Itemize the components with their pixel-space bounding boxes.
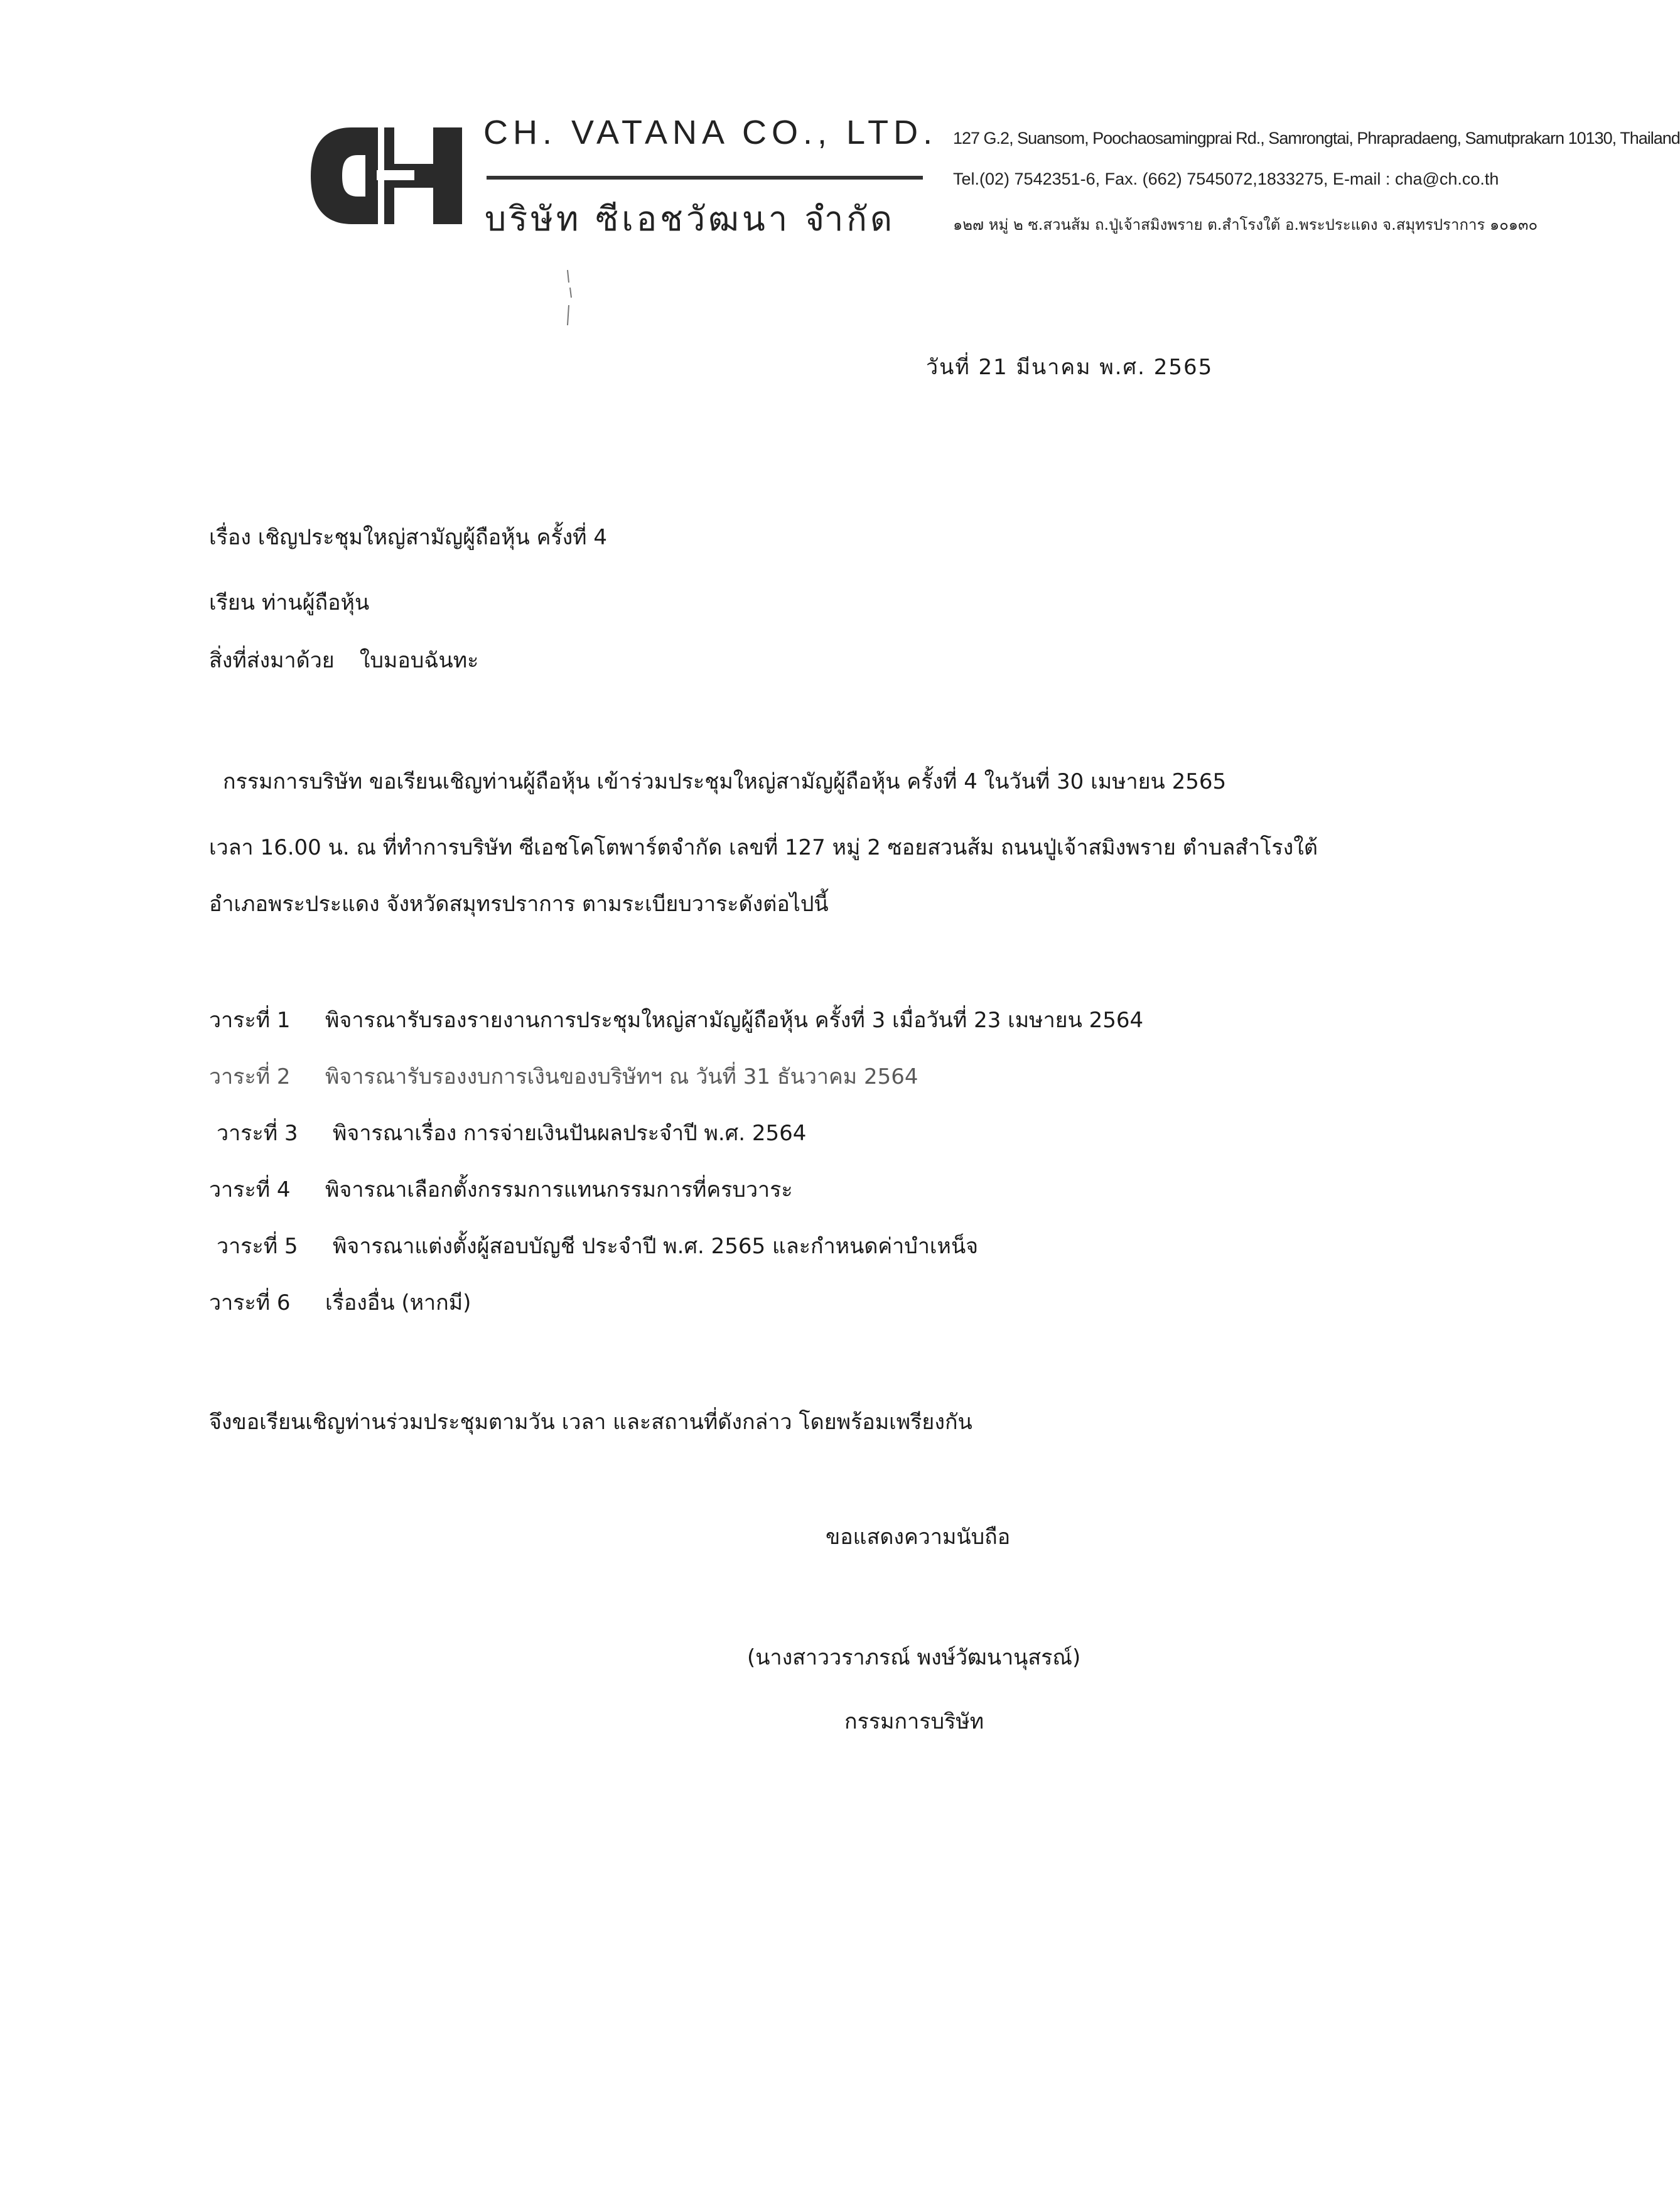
complimentary-close: ขอแสดงความนับถือ <box>826 1525 1011 1550</box>
agenda-number: วาระที่ 3 <box>217 1121 298 1146</box>
agenda-text: พิจารณาเลือกตั้งกรรมการแทนกรรมการที่ครบวาระ <box>325 1177 793 1202</box>
agenda-number: วาระที่ 2 <box>209 1064 291 1089</box>
ch-logo-icon <box>308 122 471 229</box>
agenda-item <box>209 1177 793 1203</box>
agenda-number: วาระที่ 5 <box>217 1234 298 1259</box>
agenda-item <box>209 1290 471 1316</box>
letter-recipient: เรียน ท่านผู้ถือหุ้น <box>209 590 370 615</box>
company-address-en: 127 G.2, Suansom, Poochaosamingprai Rd., Samrongtai, Phrapradaeng, Samutprakarn 10130, Thailand <box>953 129 1680 148</box>
agenda-item <box>209 1008 1143 1034</box>
company-name-en: CH. VATANA CO., LTD. <box>483 114 938 151</box>
scan-mark <box>565 270 574 327</box>
closing-sentence: จึงขอเรียนเชิญท่านร่วมประชุมตามวัน เวลา และสถานที่ดังกล่าว โดยพร้อมเพรียงกัน <box>209 1410 972 1435</box>
body-paragraph-line: กรรมการบริษัท ขอเรียนเชิญท่านผู้ถือหุ้น เข้าร่วมประชุมใหญ่สามัญผู้ถือหุ้น ครั้งที่ 4 ในวันที่ 30 เมษายน 2565 <box>223 769 1227 794</box>
company-contact: Tel.(02) 7542351-6, Fax. (662) 7545072,1833275, E-mail : cha@ch.co.th <box>953 170 1499 188</box>
header-divider <box>487 176 923 180</box>
enclosure-value: ใบมอบฉันทะ <box>359 648 479 673</box>
company-address-th: ๑๒๗ หมู่ ๒ ซ.สวนส้ม ถ.ปู่เจ้าสมิงพราย ต.สำโรงใต้ อ.พระประแดง จ.สมุทรปราการ ๑๐๑๓๐ <box>953 216 1538 234</box>
letter-enclosure <box>209 648 478 674</box>
agenda-number: วาระที่ 6 <box>209 1290 291 1315</box>
letter-date: วันที่ 21 มีนาคม พ.ศ. 2565 <box>926 355 1214 380</box>
agenda-text: เรื่องอื่น (หากมี) <box>325 1290 471 1315</box>
agenda-item <box>217 1234 978 1260</box>
agenda-text: พิจารณารับรองรายงานการประชุมใหญ่สามัญผู้ถือหุ้น ครั้งที่ 3 เมื่อวันที่ 23 เมษายน 2564 <box>325 1008 1144 1033</box>
enclosure-label: สิ่งที่ส่งมาด้วย <box>209 648 335 673</box>
letter-subject: เรื่อง เชิญประชุมใหญ่สามัญผู้ถือหุ้น ครั้งที่ 4 <box>209 525 608 550</box>
agenda-text: พิจารณาแต่งตั้งผู้สอบบัญชี ประจำปี พ.ศ. 2565 และกำหนดค่าบำเหน็จ <box>333 1234 979 1259</box>
agenda-item <box>217 1121 806 1147</box>
body-paragraph-line: เวลา 16.00 น. ณ ที่ทำการบริษัท ซีเอชโคโตพาร์ตจำกัด เลขที่ 127 หมู่ 2 ซอยสวนส้ม ถนนปู่เจ้าสมิงพราย ตำบลสำโรงใต้ <box>209 835 1318 860</box>
agenda-text: พิจารณาเรื่อง การจ่ายเงินปันผลประจำปี พ.ศ. 2564 <box>333 1121 807 1146</box>
company-name-th: บริษัท ซีเอชวัฒนา จำกัด <box>485 199 896 239</box>
agenda-text: พิจารณารับรองงบการเงินของบริษัทฯ ณ วันที่ 31 ธันวาคม 2564 <box>325 1064 918 1089</box>
body-paragraph-line: อำเภอพระประแดง จังหวัดสมุทรปราการ ตามระเบียบวาระดังต่อไปนี้ <box>209 892 829 917</box>
agenda-item <box>209 1064 918 1090</box>
agenda-number: วาระที่ 1 <box>209 1008 291 1033</box>
agenda-number: วาระที่ 4 <box>209 1177 291 1202</box>
signer-title: กรรมการบริษัท <box>844 1709 984 1734</box>
signer-name: (นางสาววราภรณ์ พงษ์วัฒนานุสรณ์) <box>747 1645 1081 1670</box>
